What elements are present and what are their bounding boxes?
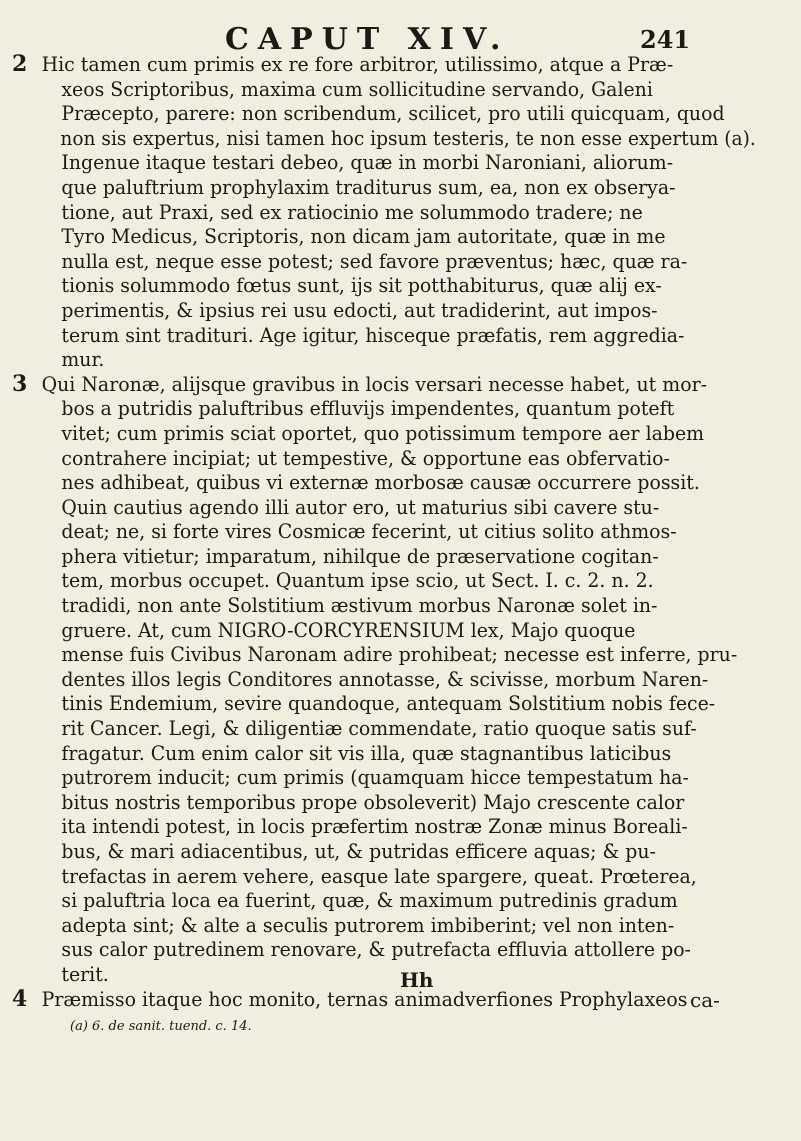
- paragraph: [0, 52, 801, 372]
- text-line: si paluftria loca ea fuerint, quæ, & maximum putredinis gradum: [61, 888, 678, 913]
- text-line: phera vitietur; imparatum, nihilque de præservatione cogitan-: [61, 543, 659, 568]
- text-body: [0, 52, 801, 1011]
- text-line: sus calor putredinem renovare, & putrefacta effluvia attollere po-: [61, 937, 691, 962]
- text-line: tem, morbus occupet. Quantum ipse scio, ut Sect. I. c. 2. n. 2.: [61, 568, 654, 593]
- paragraph-number: 4: [12, 985, 28, 1012]
- text-line: Ingenue itaque testari debeo, quæ in morbi Naroniani, aliorum-: [61, 150, 674, 175]
- text-line: terit.: [61, 961, 109, 986]
- text-line: Tyro Medicus, Scriptoris, non dicam jam autoritate, quæ in me: [61, 224, 666, 249]
- text-line: contrahere incipiat; ut tempestive, & opportune eas obfervatio-: [61, 445, 670, 470]
- text-line: que paluftrium prophylaxim traditurus sum, ea, non ex obserya-: [61, 174, 676, 199]
- text-line: mense fuis Civibus Naronam adire prohibeat; necesse est inferre, pru-: [61, 642, 738, 667]
- text-line: trefactas in aerem vehere, easque late spargere, queat. Prœterea,: [61, 863, 697, 888]
- text-line: Quin cautius agendo illi autor ero, ut maturius sibi cavere stu-: [61, 494, 660, 519]
- text-line: dentes illos legis Conditores annotasse, & scivisse, morbum Naren-: [61, 666, 709, 691]
- text-line: ita intendi potest, in locis præfertim nostræ Zonæ minus Boreali-: [61, 814, 688, 839]
- signature-mark: Hh: [400, 968, 434, 992]
- text-line: tione, aut Praxi, sed ex ratiocinio me solummodo tradere; ne: [61, 199, 643, 224]
- text-line: Præcepto, parere: non scribendum, scilicet, pro utili quicquam, quod: [61, 101, 725, 126]
- paragraph-number: 2: [12, 51, 28, 77]
- running-head: CAPUT XIV.: [225, 22, 510, 57]
- text-line: bos a putridis paluftribus effluvijs impendentes, quantum poteft: [61, 396, 675, 421]
- text-line: non sis expertus, nisi tamen hoc ipsum testeris, te non esse expertum (a).: [60, 125, 756, 150]
- text-line: putrorem inducit; cum primis (quamquam hicce tempestatum ha-: [61, 765, 689, 790]
- text-line: Hic tamen cum primis ex re fore arbitror, utilissimo, atque a Præ-: [41, 52, 674, 76]
- paragraph-number: 3: [12, 370, 28, 397]
- text-line: tionis solummodo fœtus sunt, ijs sit potthabiturus, quæ alij ex-: [61, 273, 662, 298]
- paragraph: [0, 372, 801, 987]
- text-line: deat; ne, si forte vires Cosmicæ fecerint, ut citius solito athmos-: [61, 519, 677, 544]
- text-line: vitet; cum primis sciat oportet, quo potissimum tempore aer labem: [61, 420, 705, 445]
- text-line: mur.: [61, 347, 105, 372]
- text-line: Qui Naronæ, alijsque gravibus in locis versari necesse habet, ut mor-: [41, 371, 708, 396]
- text-line: nulla est, neque esse potest; sed favore præventus; hæc, quæ ra-: [61, 248, 688, 273]
- text-line: fragatur. Cum enim calor sit vis illa, quæ stagnantibus laticibus: [61, 740, 672, 765]
- text-line: Præmisso itaque hoc monito, ternas animadverfiones Prophylaxeos: [41, 986, 688, 1011]
- text-line: nes adhibeat, quibus vi externæ morbosæ causæ occurrere possit.: [61, 470, 700, 495]
- text-line: gruere. At, cum NIGRO-CORCYRENSIUM lex, Majo quoque: [61, 617, 636, 642]
- text-line: xeos Scriptoribus, maxima cum sollicitudine servando, Galeni: [61, 76, 653, 101]
- page-header: [0, 22, 801, 56]
- text-line: rit Cancer. Legi, & diligentiæ commendate, ratio quoque satis suf-: [61, 716, 697, 741]
- text-line: bitus nostris temporibus prope obsoleverit) Majo crescente calor: [61, 789, 685, 814]
- text-line: bus, & mari adiacentibus, ut, & putridas efficere aquas; & pu-: [61, 839, 656, 863]
- footnote: (a) 6. de sanit. tuend. c. 14.: [70, 1019, 252, 1034]
- text-line: perimentis, & ipsius rei usu edocti, aut tradiderint, aut impos-: [61, 297, 658, 322]
- text-line: tradidi, non ante Solstitium æstivum morbus Naronæ solet in-: [61, 593, 658, 618]
- text-line: adepta sint; & alte a seculis putrorem imbiberint; vel non inten-: [61, 912, 675, 937]
- text-line: tinis Endemium, sevire quandoque, antequam Solstitium nobis fece-: [61, 691, 716, 716]
- page-number: 241: [640, 25, 691, 54]
- text-line: terum sint tradituri. Age igitur, hisceque præfatis, rem aggredia-: [61, 322, 685, 347]
- catchword: ca-: [690, 988, 720, 1012]
